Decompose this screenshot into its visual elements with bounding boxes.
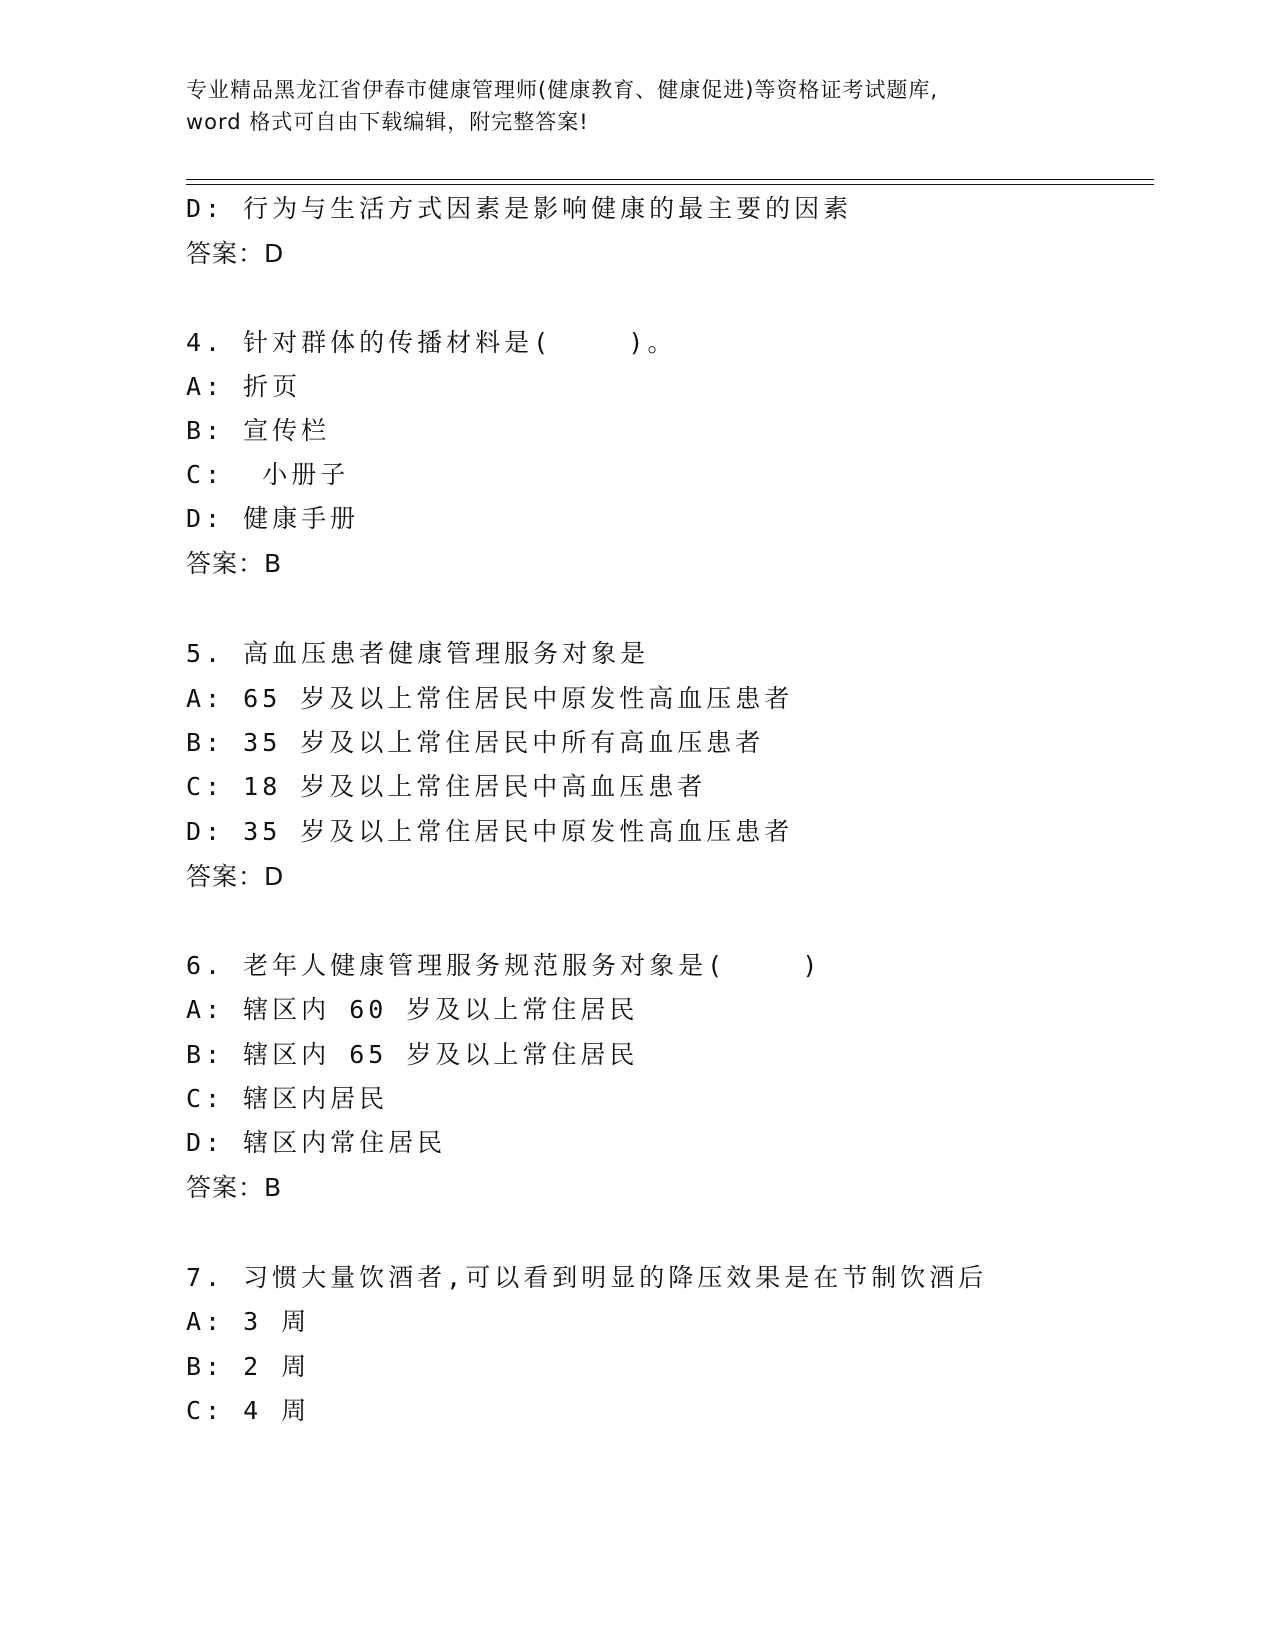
question-6: 6. 老年人健康管理服务规范服务对象是( ) <box>186 951 822 980</box>
option-a-q7: A: 3 周 <box>186 1307 311 1336</box>
option-d-q3: D: 行为与生活方式因素是影响健康的最主要的因素 <box>186 194 853 223</box>
option-c-q7: C: 4 周 <box>186 1396 311 1425</box>
question-4: 4. 针对群体的传播材料是( )。 <box>186 328 677 357</box>
option-a-q6: A: 辖区内 60 岁及以上常住居民 <box>186 995 639 1024</box>
question-5: 5. 高血压患者健康管理服务对象是 <box>186 639 650 668</box>
header-divider-top <box>186 179 1154 180</box>
option-b-q4: B: 宣传栏 <box>186 416 331 445</box>
header-line-1: 专业精品黑龙江省伊春市健康管理师(健康教育、健康促进)等资格证考试题库, <box>186 78 939 102</box>
answer-q3: 答案：D <box>186 239 285 268</box>
question-7: 7. 习惯大量饮酒者,可以看到明显的降压效果是在节制饮酒后 <box>186 1263 988 1292</box>
answer-q5: 答案：D <box>186 862 285 891</box>
option-c-q6: C: 辖区内居民 <box>186 1084 389 1113</box>
option-c-q4: C: 小册子 <box>186 460 350 489</box>
option-a-q5: A: 65 岁及以上常住居民中原发性高血压患者 <box>186 684 794 713</box>
option-d-q4: D: 健康手册 <box>186 504 360 533</box>
option-b-q6: B: 辖区内 65 岁及以上常住居民 <box>186 1040 639 1069</box>
option-d-q6: D: 辖区内常住居民 <box>186 1128 447 1157</box>
header-line-2: word 格式可自由下载编辑，附完整答案! <box>186 110 589 134</box>
option-c-q5: C: 18 岁及以上常住居民中高血压患者 <box>186 772 707 801</box>
option-d-q5: D: 35 岁及以上常住居民中原发性高血压患者 <box>186 817 794 846</box>
header-divider-bottom <box>186 184 1154 185</box>
answer-q4: 答案：B <box>186 549 283 578</box>
document-header <box>186 74 1086 138</box>
option-b-q7: B: 2 周 <box>186 1352 311 1381</box>
option-b-q5: B: 35 岁及以上常住居民中所有高血压患者 <box>186 728 765 757</box>
answer-q6: 答案：B <box>186 1173 283 1202</box>
option-a-q4: A: 折页 <box>186 372 302 401</box>
